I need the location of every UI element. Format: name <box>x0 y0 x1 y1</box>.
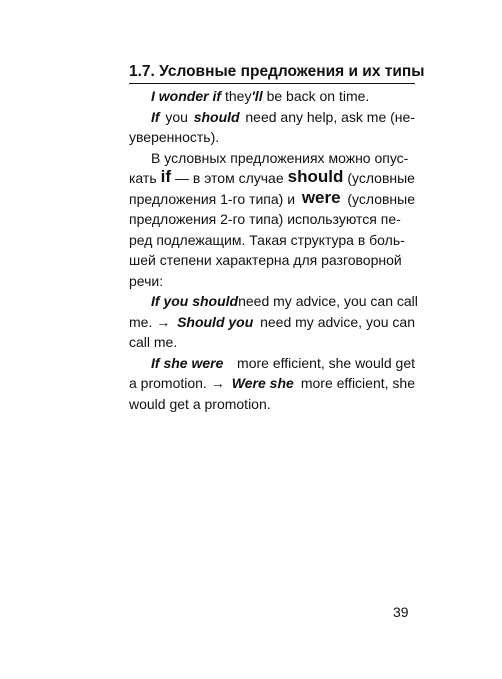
emphasis: Should you <box>177 313 254 330</box>
emphasis: should <box>193 108 240 125</box>
text-fragment: more efficient, she <box>300 375 415 391</box>
text-fragment: ред подлежащим. Такая структура в боль- <box>129 231 405 248</box>
text-line <box>129 209 415 230</box>
text-line <box>129 168 415 189</box>
keyword: were <box>301 187 341 207</box>
emphasis: If you should <box>151 293 239 309</box>
text-fragment: need my advice, you can <box>260 313 415 330</box>
section-heading: 1.7. Условные предложения и их типы <box>129 62 415 84</box>
text-fragment: you <box>165 108 188 125</box>
text-line <box>129 127 415 148</box>
text-line <box>129 373 415 394</box>
text-line <box>129 353 415 374</box>
text-line <box>129 230 415 251</box>
text-line <box>129 107 415 128</box>
text-line <box>129 148 415 169</box>
text-fragment: they'll <box>225 88 263 104</box>
text-line <box>129 394 415 415</box>
body-text <box>129 86 418 414</box>
text-line <box>129 312 415 333</box>
text-fragment: need my advice, you can call <box>238 293 418 309</box>
text-fragment: need any help, ask me (не- <box>245 108 415 125</box>
text-line <box>129 271 415 292</box>
keyword: if <box>160 167 171 186</box>
text-line <box>129 332 415 353</box>
text-fragment: В условных предложениях можно опус- <box>151 149 409 166</box>
text-fragment: would get a promotion. <box>129 395 271 412</box>
emphasis: I wonder if <box>151 88 221 104</box>
emphasis: If <box>151 108 160 125</box>
text-fragment: кать <box>129 170 157 186</box>
text-fragment: (условные <box>347 170 415 186</box>
text-line <box>129 189 415 210</box>
text-fragment: be back on time. <box>266 88 370 104</box>
text-fragment: речи: <box>129 272 164 289</box>
text-line <box>129 250 415 271</box>
text-fragment: a promotion. → <box>129 375 225 391</box>
text-fragment: шей степени характерна для разговорной <box>129 252 402 268</box>
text-fragment: (условные <box>347 190 415 207</box>
text-fragment: more efficient, she would get <box>237 354 415 371</box>
text-fragment: call me. <box>129 334 178 350</box>
text-line <box>129 86 415 107</box>
page-number: 39 <box>393 604 409 620</box>
text-fragment: уверенность). <box>129 129 220 145</box>
text-fragment: — в этом случае <box>174 170 284 186</box>
emphasis: If she were <box>151 354 224 371</box>
text-fragment: me. → <box>129 313 171 330</box>
text-line <box>129 291 418 312</box>
text-fragment: предложения 2-го типа) используются пе- <box>129 211 401 227</box>
text-fragment: предложения 1-го типа) и <box>129 190 296 207</box>
emphasis: Were she <box>231 375 294 391</box>
keyword: should <box>287 167 344 186</box>
